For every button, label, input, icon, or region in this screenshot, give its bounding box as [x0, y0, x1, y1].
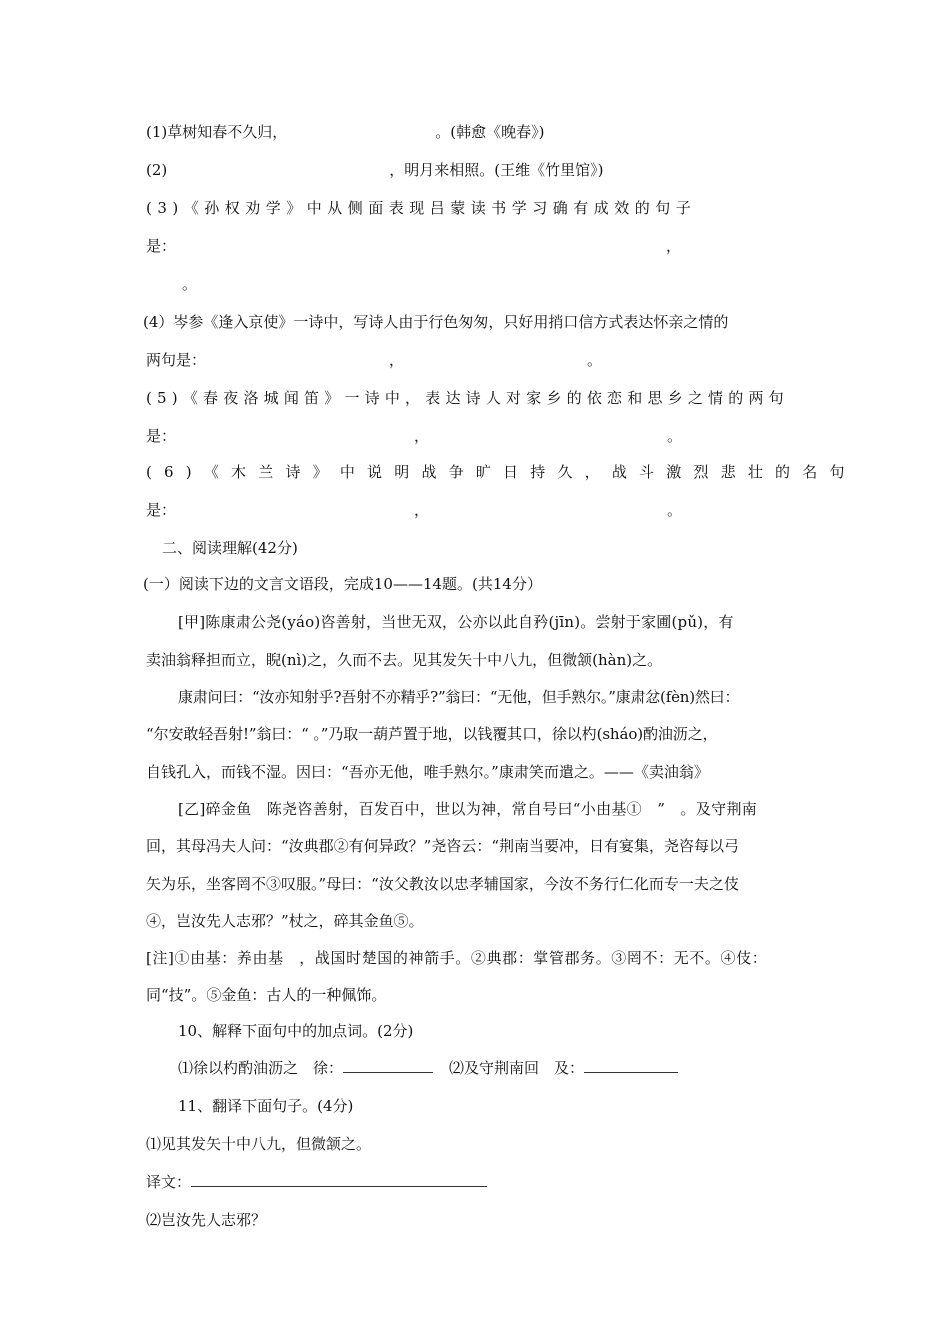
- question-4-line1: (4）岑参《逢入京使》一诗中，写诗人由于行色匆匆，只好用捎口信方式表达怀亲之情的: [143, 313, 729, 331]
- q10-b-answer-blank[interactable]: [584, 1058, 678, 1073]
- passage-yi-l3: 矢为乐，坐客罔不③叹服。”母曰：“汝父教汝以忠孝辅国家，今汝不务行仁化而专一夫之伎: [146, 875, 739, 893]
- q4-label: 两句是：: [146, 351, 207, 369]
- q2-prefix: (2): [146, 161, 168, 179]
- passage-jia-p2-l1: 康肃问曰：“汝亦知射乎?吾射不亦精乎?”翁曰：“无他，但手熟尔。”康肃忿(fèn)然曰：: [178, 688, 740, 706]
- q10-a: ⑴徐以杓酌油沥之 徐：: [178, 1059, 344, 1077]
- q5-period: 。: [667, 427, 683, 445]
- q10-b: ⑵及守荆南回 及：: [449, 1059, 585, 1077]
- passage-jia-p2-l2: “尔安敢轻吾射!”翁曰：“ 。”乃取一葫芦置于地，以钱覆其口，徐以杓(sháo)酌油沥之，: [146, 725, 718, 743]
- note-line1: [注]①由基：养由基 ，战国时楚国的神箭手。②典郡：掌管郡务。③罔不：无不。④伎：: [146, 949, 768, 967]
- part1-title: (一）阅读下边的文言文语段，完成10——14题。(共14分）: [143, 575, 542, 593]
- q11-title: 11、翻译下面句子。(4分): [178, 1097, 354, 1115]
- q11-a: ⑴见其发矢十中八九，但微颔之。: [146, 1135, 372, 1153]
- q4-comma: ，: [389, 351, 405, 369]
- q4-period: 。: [587, 351, 603, 369]
- q11-b: ⑵岂汝先人志邪？: [146, 1211, 267, 1229]
- question-4-line2: [146, 350, 602, 370]
- q11-translation: [146, 1172, 487, 1192]
- translation-label: 译文：: [146, 1173, 192, 1191]
- question-5-line2: [146, 426, 682, 446]
- q10-a-answer-blank[interactable]: [343, 1058, 433, 1073]
- q1-prefix: (1)草树知春不久归，: [146, 123, 288, 141]
- q10-title: 10、解释下面句中的加点词。(2分): [178, 1022, 414, 1040]
- passage-jia-p1-l2: 卖油翁释担而立，睨(nì)之，久而不去。见其发矢十中八九，但微颔(hàn)之。: [146, 651, 663, 669]
- passage-yi-l2: 回，其母冯夫人问：“汝典郡②有何异政？”尧咨云：“荆南当要冲，日有宴集，尧咨每以弓: [146, 837, 740, 855]
- question-6-line1: (6)《木兰诗》中说明战争旷日持久，战斗激烈悲壮的名句: [146, 463, 857, 481]
- section-title: 二、阅读理解(42分): [162, 539, 298, 557]
- note-line2: 同“技”。⑤金鱼：古人的一种佩饰。: [146, 986, 387, 1004]
- question-1: [146, 122, 544, 142]
- q6-label: 是：: [146, 501, 177, 519]
- q10-items: [178, 1058, 678, 1078]
- question-6-line2: [146, 500, 682, 520]
- q2-suffix: ，明月来相照。(王维《竹里馆》): [389, 161, 604, 179]
- passage-yi-l1: [乙]碎金鱼 陈尧咨善射，百发百中，世以为神，常自号曰“小由基① ” 。及守荆南: [178, 800, 758, 818]
- question-3-line3: 。: [182, 275, 198, 293]
- q5-comma: ，: [414, 427, 430, 445]
- q6-period: 。: [667, 501, 683, 519]
- question-3-line2: [146, 236, 681, 256]
- q3-label: 是：: [146, 237, 177, 255]
- translation-answer-blank[interactable]: [191, 1172, 487, 1187]
- q3-comma: ，: [666, 237, 682, 255]
- question-3-line1: (3)《孙权劝学》中从侧面表现吕蒙读书学习确有成效的句子: [146, 199, 697, 217]
- question-2: [146, 160, 603, 180]
- q1-suffix: 。(韩愈《晚春》): [435, 123, 545, 141]
- q5-label: 是：: [146, 427, 177, 445]
- question-5-line1: (5)《春夜洛城闻笛》一诗中，表达诗人对家乡的依恋和思乡之情的两句: [146, 389, 789, 407]
- passage-yi-l4: ④，岂汝先人志邪？”杖之，碎其金鱼⑤。: [146, 912, 424, 930]
- q6-comma: ，: [414, 501, 430, 519]
- passage-jia-p2-l3: 自钱孔入，而钱不湿。因曰：“吾亦无他，唯手熟尔。”康肃笑而遣之。——《卖油翁》: [146, 763, 709, 781]
- passage-jia-p1-l1: [甲]陈康肃公尧(yáo)咨善射，当世无双，公亦以此自矜(jīn)。尝射于家圃(pǔ)，有: [178, 613, 734, 631]
